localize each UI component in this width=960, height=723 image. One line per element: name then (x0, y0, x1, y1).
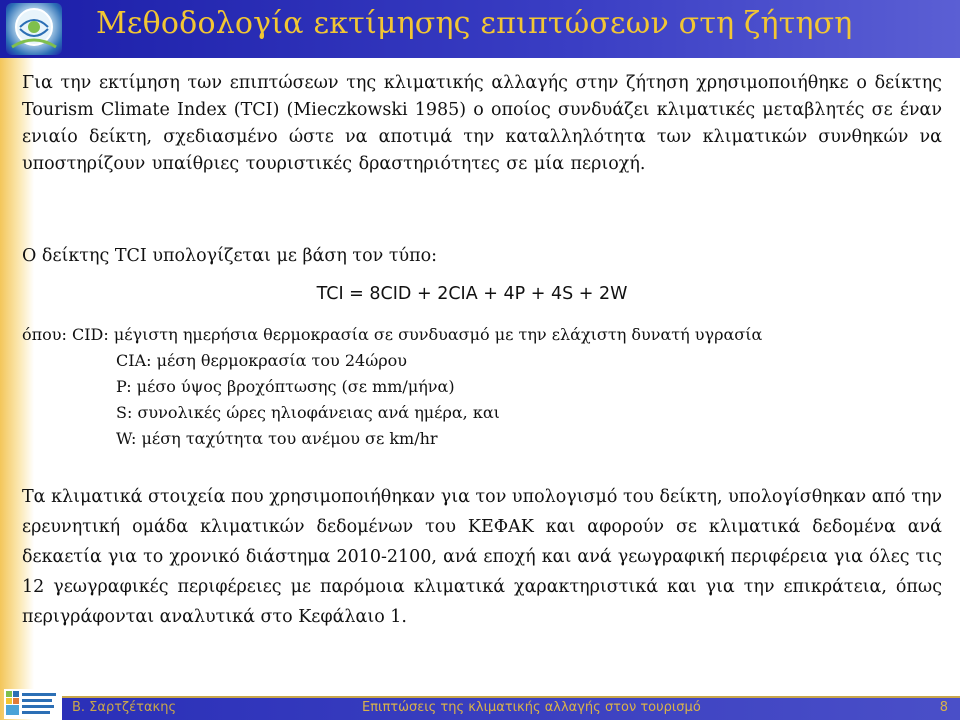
definition-cia: CIA: μέση θερμοκρασία του 24ώρου (116, 351, 407, 370)
slide-title: Μεθοδολογία εκτίμησης επιπτώσεων στη ζήτηση (96, 6, 853, 41)
slide-content (22, 70, 942, 627)
organization-logo-icon (4, 689, 60, 719)
definition-s: S: συνολικές ώρες ηλιοφάνειας ανά ημέρα, και (116, 403, 500, 422)
footer-author: Β. Σαρτζέτακης (72, 700, 177, 715)
footer-title: Επιπτώσεις της κλιματικής αλλαγής στον τουρισμό (362, 700, 701, 715)
title-bar (0, 0, 960, 58)
variable-definitions (22, 322, 762, 452)
definition-p: P: μέσο ύψος βροχόπτωσης (σε mm/μήνα) (116, 377, 455, 396)
footer-bar (62, 696, 960, 720)
globe-logo-icon (6, 3, 62, 55)
slide-footer (0, 688, 960, 720)
definition-cid: όπου: CID: μέγιστη ημερήσια θερμοκρασία σε συνδυασμό με την ελάχιστη δυνατή υγρασία (22, 325, 763, 344)
data-source-paragraph: Τα κλιματικά στοιχεία που χρησιμοποιήθηκαν για τον υπολογισμό του δείκτη, υπολογίσθηκαν από την ερευνητική ομάδα κλιματικών δεδομένων του ΚΕΦΑΚ και αφορούν σε κλιματικά δεδομένα ανά δεκαετία για το χρονικό διάστημα 2010-2100, ανά εποχή και ανά γεωγραφική περιφέρεια για όλες τις 12 γεωγραφικές περιφέρειες με παρόμοια κλιματικά χαρακτηριστικά και για την επικράτεια, όπως περιγράφονται αναλυτικά στο Κεφάλαιο 1. (22, 487, 942, 627)
formula-intro-text: Ο δείκτης TCI υπολογίζεται με βάση τον τύπο: (22, 246, 438, 266)
intro-paragraph: Για την εκτίμηση των επιπτώσεων της κλιματικής αλλαγής στην ζήτηση χρησιμοποιήθηκε ο δείκτης Tourism Climate Index (TCI) (Mieczkowski 1985) ο οποίος συνδυάζει κλιματικές μεταβλητές σε έναν ενιαίο δείκτη, σχεδιασμένο ώστε να αποτιμά την καταλληλότητα των κλιματικών συνθηκών να υποστηρίζουν υπαίθριες τουριστικές δραστηριότητες σε μία περιοχή. (22, 73, 942, 174)
definition-w: W: μέση ταχύτητα του ανέμου σε km/hr (116, 429, 438, 448)
page-number: 8 (939, 700, 948, 715)
tci-formula: TCI = 8CID + 2CIA + 4P + 4S + 2W (316, 284, 628, 304)
